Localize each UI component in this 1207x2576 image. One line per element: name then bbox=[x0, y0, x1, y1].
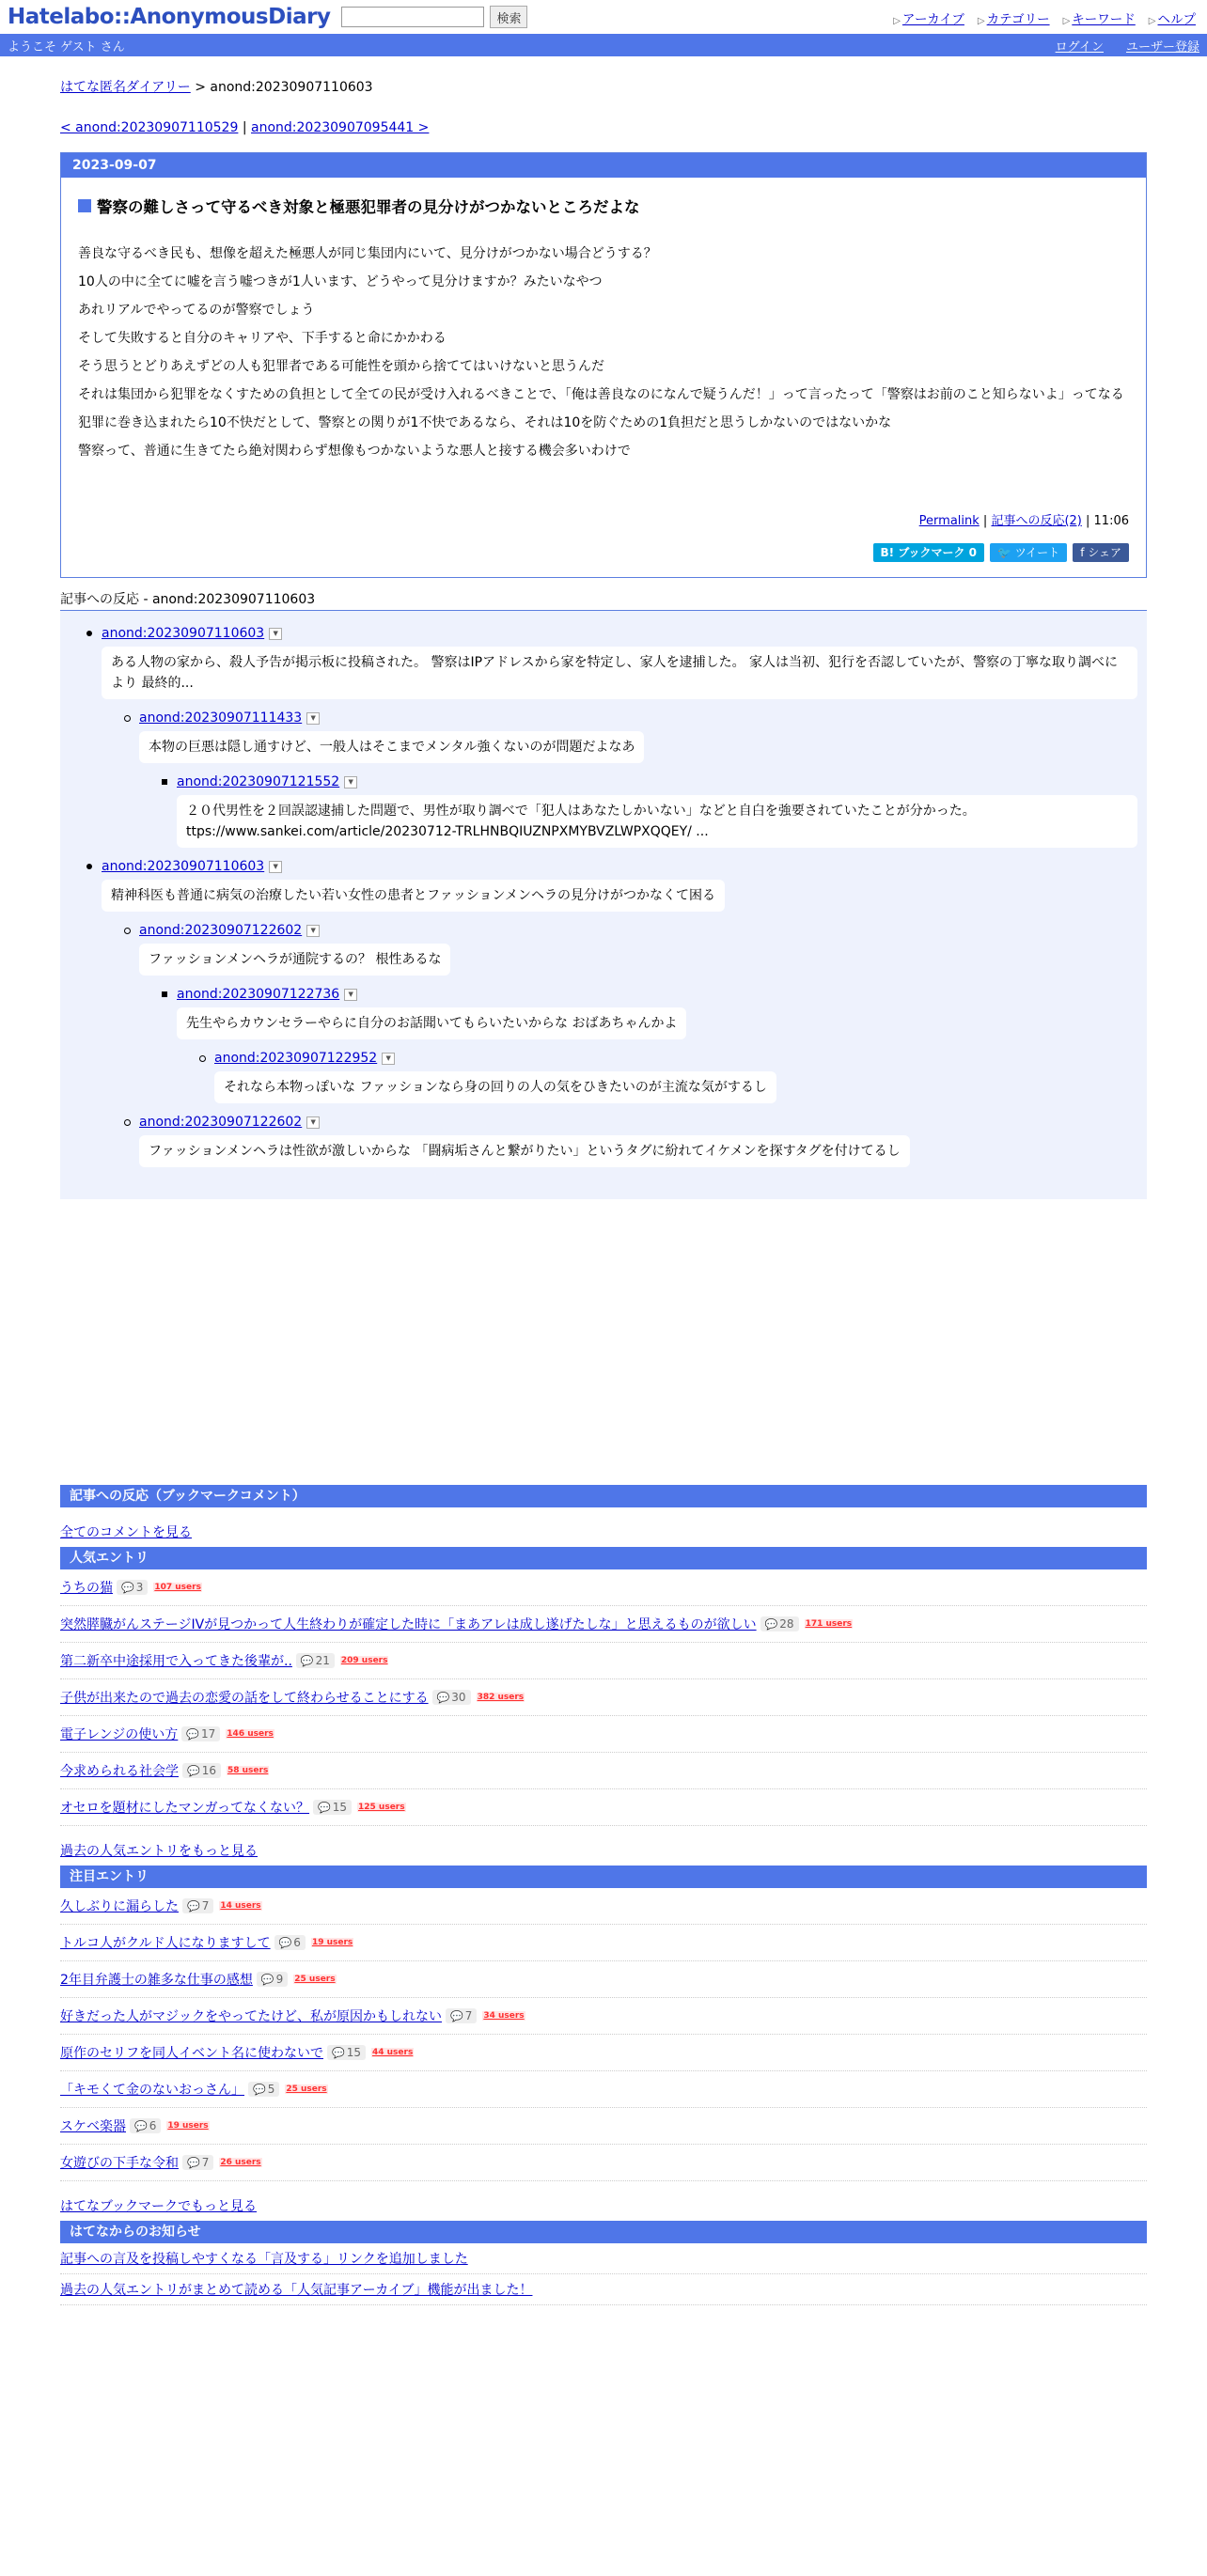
popular-list bbox=[60, 1569, 1147, 1826]
comment-icon: 💬 bbox=[278, 1936, 292, 1949]
comment-icon: 💬 bbox=[134, 2119, 148, 2132]
comment-count-value: 15 bbox=[332, 1801, 348, 1814]
entry-paragraph: 善良な守るべき民も、想像を超えた極悪人が同じ集団内にいて、見分けがつかない場合どうする？ bbox=[78, 246, 657, 261]
chevron-down-icon[interactable]: ▼ bbox=[306, 925, 320, 937]
tweet-label: ツイート bbox=[1014, 546, 1060, 559]
comment-icon: 💬 bbox=[186, 1727, 200, 1741]
entry-link[interactable]: 女遊びの下手な令和 bbox=[60, 2156, 179, 2171]
comment-count[interactable] bbox=[313, 1800, 352, 1815]
entry-link[interactable]: トルコ人がクルド人になりますして bbox=[60, 1936, 271, 1951]
comment-count-value: 30 bbox=[451, 1691, 466, 1704]
comment-count[interactable] bbox=[432, 1690, 471, 1705]
prev-next-sep: | bbox=[238, 120, 252, 135]
welcome-bar bbox=[0, 34, 1207, 56]
reaction-link[interactable]: anond:20230907121552 bbox=[177, 774, 340, 789]
comment-count[interactable] bbox=[446, 2008, 477, 2023]
comment-count-value: 3 bbox=[135, 1581, 144, 1594]
entry-link[interactable]: 好きだった人がマジックをやってたけど、私が原因かもしれない bbox=[60, 2009, 442, 2024]
site-logo[interactable]: Hatelabo::AnonymousDiary bbox=[8, 5, 331, 29]
list-item bbox=[60, 1753, 1147, 1789]
comment-count-value: 15 bbox=[346, 2046, 361, 2059]
reaction-excerpt: ファッションメンヘラが通院するの？ 根性あるな bbox=[139, 944, 450, 976]
entry-link[interactable]: 2年目弁護士の雑多な仕事の感想 bbox=[60, 1973, 253, 1988]
reaction-node bbox=[139, 710, 1134, 859]
nav-archive-link[interactable]: アーカイブ bbox=[901, 12, 964, 27]
comment-count[interactable] bbox=[182, 1898, 213, 1913]
top-nav bbox=[893, 8, 1196, 27]
list-item bbox=[60, 2035, 1147, 2071]
hot-more-link[interactable]: はてなブックマークでもっと見る bbox=[60, 2199, 258, 2214]
comment-count-value: 7 bbox=[201, 2156, 210, 2169]
arrow-right-icon: ▷ bbox=[1062, 16, 1071, 26]
nav-category-link[interactable]: カテゴリー bbox=[986, 12, 1050, 27]
reaction-link[interactable]: anond:20230907111433 bbox=[139, 710, 303, 726]
entry-link[interactable]: 電子レンジの使い方 bbox=[60, 1727, 179, 1742]
entry-link[interactable]: オセロを題材にしたマンガってなくない？ bbox=[60, 1801, 310, 1816]
nav-category[interactable] bbox=[978, 8, 1050, 27]
arrow-right-icon: ▷ bbox=[1148, 16, 1156, 26]
reaction-link[interactable]: anond:20230907110603 bbox=[102, 626, 265, 641]
arrow-right-icon: ▷ bbox=[893, 16, 901, 26]
entry-link[interactable]: スケベ楽器 bbox=[60, 2119, 126, 2134]
hot-list bbox=[60, 1888, 1147, 2181]
list-item bbox=[60, 1888, 1147, 1925]
list-item bbox=[60, 2108, 1147, 2145]
reaction-link[interactable]: anond:20230907122736 bbox=[177, 987, 340, 1002]
chevron-down-icon[interactable]: ▼ bbox=[344, 776, 357, 788]
list-item bbox=[60, 1643, 1147, 1679]
prev-next-nav bbox=[60, 120, 1147, 135]
list-item bbox=[60, 2071, 1147, 2108]
notices-heading: はてなからのお知らせ bbox=[60, 2221, 1147, 2243]
comment-count[interactable] bbox=[248, 2082, 279, 2097]
search-button[interactable]: 検索 bbox=[490, 6, 527, 28]
share-buttons bbox=[78, 543, 1129, 562]
comment-icon: 💬 bbox=[450, 2009, 463, 2022]
entry-link[interactable]: 「キモくて金のないおっさん」 bbox=[60, 2083, 244, 2098]
nav-keyword-link[interactable]: キーワード bbox=[1072, 12, 1136, 27]
comment-count-value: 17 bbox=[201, 1727, 216, 1741]
breadcrumb-home[interactable]: はてな匿名ダイアリー bbox=[60, 80, 191, 95]
login-link[interactable]: ログイン bbox=[1055, 39, 1104, 55]
search-input[interactable] bbox=[341, 7, 484, 27]
comment-icon: 💬 bbox=[764, 1617, 778, 1631]
entry-paragraph: 犯罪に巻き込まれたら10不快だとして、警察との関りが1不快であるなら、それは10を防ぐための1負担だと思うしかないのではないかな bbox=[78, 415, 892, 430]
comment-count-value: 6 bbox=[293, 1936, 301, 1949]
reaction-link[interactable]: anond:20230907122952 bbox=[214, 1051, 378, 1066]
square-icon bbox=[78, 199, 91, 212]
ad-spacer bbox=[60, 1199, 1147, 1485]
entry-date: 2023-09-07 bbox=[61, 153, 1146, 178]
bullet-icon bbox=[124, 1119, 131, 1126]
comment-count[interactable] bbox=[296, 1653, 335, 1668]
reaction-excerpt: 本物の巨悪は隠し通すけど、一般人はそこまでメンタル強くないのが問題だよなあ bbox=[139, 731, 644, 763]
chevron-down-icon[interactable]: ▼ bbox=[269, 628, 282, 640]
breadcrumb-sep: > bbox=[190, 80, 211, 95]
main-content bbox=[60, 77, 1147, 2305]
users-badge[interactable]: 26 users bbox=[220, 2158, 261, 2167]
users-badge[interactable]: 25 users bbox=[286, 2084, 327, 2094]
bullet-icon bbox=[124, 928, 131, 934]
top-bar bbox=[0, 0, 1207, 34]
reaction-excerpt: 先生やらカウンセラーやらに自分のお話聞いてもらいたいからな おばあちゃんかよ bbox=[177, 1007, 686, 1039]
bookmark-comments-heading: 記事への反応（ブックマークコメント） bbox=[60, 1485, 1147, 1507]
comment-icon: 💬 bbox=[253, 2083, 266, 2096]
entry-paragraph: そう思うとどりあえずどの人も犯罪者である可能性を頭から捨ててはいけないと思うんだ bbox=[78, 359, 604, 374]
comment-count-value: 7 bbox=[464, 2009, 473, 2022]
facebook-share-button[interactable] bbox=[1073, 543, 1129, 562]
hatena-bookmark-button[interactable]: B! ブックマーク 0 bbox=[873, 543, 985, 562]
users-badge[interactable]: 107 users bbox=[154, 1583, 201, 1592]
entry-time: 11:06 bbox=[1093, 514, 1129, 528]
reactions-heading: 記事への反応 - anond:20230907110603 bbox=[60, 589, 1147, 611]
users-badge[interactable]: 382 users bbox=[477, 1693, 525, 1702]
list-item bbox=[60, 1789, 1147, 1826]
hot-entries-heading: 注目エントリ bbox=[60, 1866, 1147, 1888]
entry-link[interactable]: 今求められる社会学 bbox=[60, 1764, 179, 1779]
list-item bbox=[60, 1569, 1147, 1606]
facebook-label: シェア bbox=[1088, 546, 1121, 559]
nav-help[interactable] bbox=[1149, 8, 1196, 27]
reaction-link[interactable]: anond:20230907122602 bbox=[139, 923, 303, 938]
reaction-node bbox=[139, 1115, 1134, 1179]
arrow-right-icon: ▷ bbox=[977, 16, 985, 26]
entry-title-text: 警察の難しさって守るべき対象と極悪犯罪者の見分けがつかないところだよな bbox=[97, 198, 640, 216]
entry-paragraph: あれリアルでやってるのが警察でしょう bbox=[78, 303, 315, 318]
entry-link[interactable]: 子供が出来たので過去の恋愛の話をして終わらせることにする bbox=[60, 1691, 429, 1706]
users-badge[interactable]: 19 users bbox=[311, 1938, 353, 1947]
users-badge[interactable]: 58 users bbox=[227, 1766, 269, 1775]
reaction-node bbox=[102, 626, 1134, 859]
next-entry-link[interactable]: anond:20230907095441 > bbox=[251, 120, 430, 135]
reaction-excerpt: 精神科医も普通に病気の治療したい若い女性の患者とファッションメンヘラの見分けがつかなくて困る bbox=[102, 880, 725, 912]
users-badge[interactable]: 44 users bbox=[371, 2048, 414, 2057]
users-badge[interactable]: 19 users bbox=[167, 2121, 209, 2131]
nav-keyword[interactable] bbox=[1063, 8, 1136, 27]
bullet-icon bbox=[124, 715, 131, 722]
comment-count[interactable] bbox=[257, 1972, 288, 1987]
popular-entries-heading: 人気エントリ bbox=[60, 1547, 1147, 1569]
reaction-excerpt: ファッションメンヘラは性欲が激しいからな 「闘病垢さんと繋がりたい」というタグに紛れてイケメンを探すタグを付けてるし bbox=[139, 1135, 910, 1167]
entry-title[interactable] bbox=[78, 195, 1129, 217]
users-badge[interactable]: 34 users bbox=[483, 2011, 525, 2021]
entry-link[interactable]: 第二新卒中途採用で入ってきた後輩が.. bbox=[60, 1654, 292, 1669]
reactions-link[interactable]: 記事への反応(2) bbox=[991, 514, 1082, 528]
comment-icon: 💬 bbox=[187, 1764, 200, 1777]
entry-paragraph: それは集団から犯罪をなくすための負担として全ての民が受け入れるべきことで、「俺は善良なのになんで疑うんだ！」って言ったって「警察はお前のこと知らないよ」ってなる bbox=[78, 387, 1124, 402]
breadcrumb-current: anond:20230907110603 bbox=[210, 80, 373, 95]
list-item bbox=[60, 1679, 1147, 1716]
register-link[interactable]: ユーザー登録 bbox=[1125, 39, 1199, 55]
list-item bbox=[60, 2145, 1147, 2181]
chevron-down-icon[interactable]: ▼ bbox=[306, 1116, 320, 1129]
bullet-icon bbox=[162, 779, 167, 785]
comment-icon: 💬 bbox=[300, 1654, 314, 1667]
notice-item bbox=[60, 2243, 1147, 2274]
reaction-node bbox=[102, 859, 1134, 1179]
chevron-down-icon[interactable]: ▼ bbox=[269, 861, 282, 873]
list-item bbox=[60, 1716, 1147, 1753]
reactions-tree bbox=[60, 611, 1147, 1199]
comment-count[interactable] bbox=[182, 1763, 221, 1778]
comment-count-value: 5 bbox=[267, 2083, 275, 2096]
entry-link[interactable]: うちの猫 bbox=[60, 1581, 113, 1596]
all-comments-link[interactable]: 全てのコメントを見る bbox=[60, 1525, 192, 1540]
popular-more-link[interactable]: 過去の人気エントリをもっと見る bbox=[60, 1844, 258, 1859]
comment-count[interactable] bbox=[117, 1580, 148, 1595]
notice-link[interactable]: 記事への言及を投稿しやすくなる「言及する」リンクを追加しました bbox=[60, 2252, 468, 2267]
comment-icon: 💬 bbox=[436, 1691, 450, 1704]
comment-count-value: 9 bbox=[275, 1973, 284, 1986]
entry-paragraph: そして失敗すると自分のキャリアや、下手すると命にかかわる bbox=[78, 331, 447, 346]
comment-count[interactable] bbox=[327, 2045, 366, 2060]
comment-icon: 💬 bbox=[260, 1973, 274, 1986]
users-badge[interactable]: 125 users bbox=[358, 1803, 405, 1812]
users-badge[interactable]: 25 users bbox=[294, 1975, 336, 1984]
reaction-node bbox=[139, 923, 1134, 1115]
comment-count-value: 21 bbox=[315, 1654, 330, 1667]
facebook-icon: f bbox=[1080, 546, 1089, 559]
entry-link[interactable]: 原作のセリフを同人イベント名に使わないで bbox=[60, 2046, 323, 2061]
breadcrumb bbox=[60, 77, 1147, 96]
nav-help-link[interactable]: ヘルプ bbox=[1157, 12, 1196, 27]
comment-icon: 💬 bbox=[121, 1581, 134, 1594]
notice-link[interactable]: 過去の人気エントリがまとめて読める「人気記事アーカイブ」機能が出ました！ bbox=[60, 2283, 533, 2298]
diary-entry bbox=[60, 152, 1147, 578]
comment-icon: 💬 bbox=[332, 2046, 345, 2059]
comment-count-value: 6 bbox=[149, 2119, 157, 2132]
comment-count-value: 16 bbox=[201, 1764, 216, 1777]
permalink[interactable]: Permalink bbox=[918, 514, 980, 528]
prev-entry-link[interactable]: < anond:20230907110529 bbox=[60, 120, 239, 135]
bullet-icon bbox=[199, 1055, 206, 1062]
users-badge[interactable]: 14 users bbox=[220, 1901, 261, 1911]
comment-count[interactable] bbox=[760, 1616, 799, 1631]
reaction-node bbox=[214, 1051, 1134, 1115]
comment-count[interactable] bbox=[182, 2155, 213, 2170]
bullet-icon bbox=[86, 864, 92, 869]
reaction-node bbox=[177, 774, 1134, 859]
comment-icon: 💬 bbox=[318, 1801, 331, 1814]
list-item bbox=[60, 1998, 1147, 2035]
comment-count-value: 7 bbox=[201, 1899, 210, 1912]
notice-item bbox=[60, 2274, 1147, 2305]
comment-count[interactable] bbox=[130, 2118, 161, 2133]
users-badge[interactable]: 209 users bbox=[340, 1656, 388, 1665]
bullet-icon bbox=[162, 991, 167, 997]
welcome-text: ようこそ ゲスト さん bbox=[8, 39, 125, 55]
bullet-icon bbox=[86, 631, 92, 636]
reaction-excerpt: ある人物の家から、殺人予告が掲示板に投稿された。 警察はIPアドレスから家を特定し、家人を逮捕した。 家人は当初、犯行を否認していたが、警察の丁寧な取り調べにより 最終的... bbox=[102, 647, 1137, 699]
reaction-excerpt: それなら本物っぽいな ファッションなら身の回りの人の気をひきたいのが主流な気がするし bbox=[214, 1071, 776, 1103]
tweet-button[interactable] bbox=[990, 543, 1067, 562]
reaction-excerpt: ２０代男性を２回誤認逮捕した問題で、男性が取り調べで「犯人はあなたしかいない」などと自白を強要されていたことが分かった。 ttps://www.sankei.com/article/20230712-TRLHNBQIUZNPXMYBVZLWPXQQEY/ ... bbox=[177, 795, 1137, 848]
chevron-down-icon[interactable]: ▼ bbox=[382, 1053, 395, 1065]
entry-footer: Permalink | 記事への反応(2) | 11:06 bbox=[918, 514, 1129, 528]
users-badge[interactable]: 171 users bbox=[805, 1619, 853, 1629]
reaction-node bbox=[177, 987, 1134, 1115]
comment-icon: 💬 bbox=[187, 2156, 200, 2169]
comment-count[interactable] bbox=[274, 1935, 306, 1950]
entry-link[interactable]: 久しぶりに漏らした bbox=[60, 1899, 179, 1914]
users-badge[interactable]: 146 users bbox=[227, 1729, 274, 1739]
comment-icon: 💬 bbox=[187, 1899, 200, 1912]
list-item bbox=[60, 1925, 1147, 1961]
entry-paragraph: 10人の中に全てに嘘を言う嘘つきが1人います、どうやって見分けますか？みたいなやつ bbox=[78, 274, 603, 289]
comment-count-value: 28 bbox=[779, 1617, 794, 1631]
entry-paragraph: 警察って、普通に生きてたら絶対関わらず想像もつかないような悪人と接する機会多いわけで bbox=[78, 444, 631, 459]
reaction-link[interactable]: anond:20230907110603 bbox=[102, 859, 265, 874]
list-item bbox=[60, 1606, 1147, 1643]
reaction-link[interactable]: anond:20230907122602 bbox=[139, 1115, 303, 1130]
nav-archive[interactable] bbox=[893, 8, 964, 27]
list-item bbox=[60, 1961, 1147, 1998]
entry-link[interactable]: 突然膵臓がんステージIVが見つかって人生終わりが確定した時に「まあアレは成し遂げたしな」と思えるものが欲しい bbox=[60, 1617, 757, 1632]
twitter-icon: 🐦 bbox=[997, 546, 1015, 559]
comment-count[interactable] bbox=[181, 1726, 220, 1741]
entry-text bbox=[78, 240, 1129, 465]
chevron-down-icon[interactable]: ▼ bbox=[344, 989, 357, 1001]
chevron-down-icon[interactable]: ▼ bbox=[306, 712, 320, 725]
